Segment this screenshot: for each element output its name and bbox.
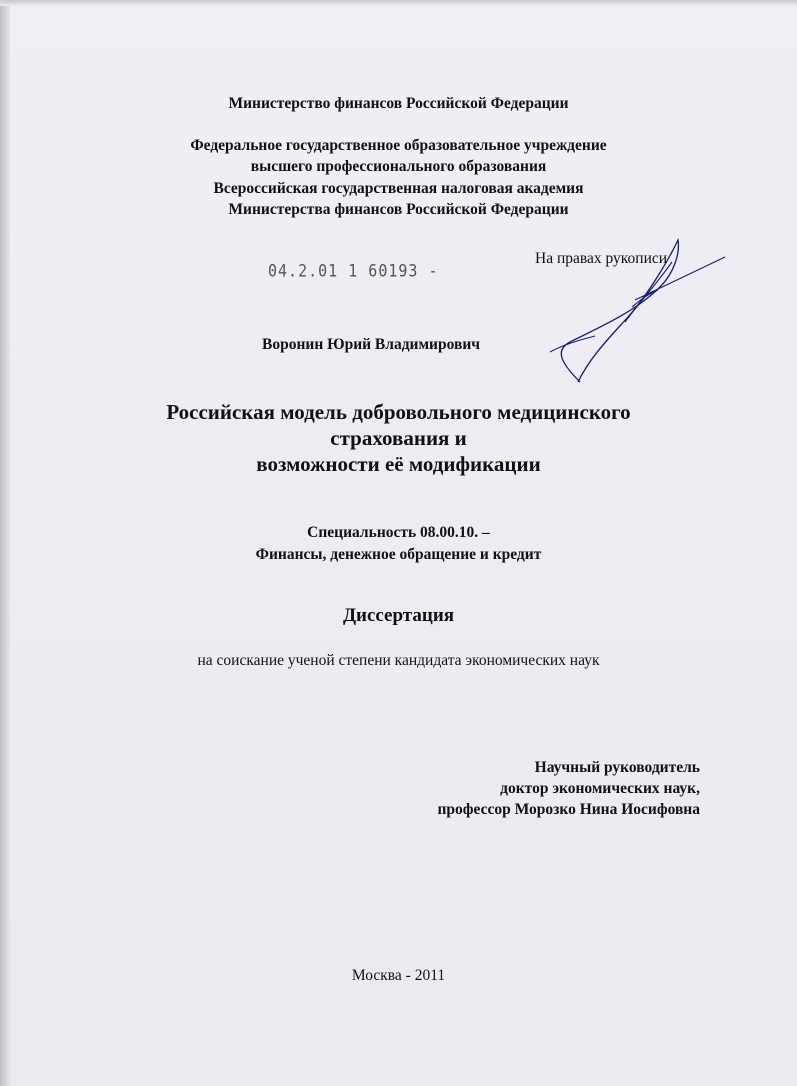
degree-purpose: на соискание ученой степени кандидата экономических наук [197,652,600,669]
specialty-code: Специальность 08.00.10. – [307,524,490,541]
author-name: Воронин Юрий Владимирович [262,336,481,353]
supervisor-label: Научный руководитель [534,759,700,776]
supervisor-name: профессор Морозко Нина Иосифовна [437,801,700,818]
title-line-1: Российская модель добровольного медицинского [166,400,631,424]
title-line-3: возможности её модификации [256,452,541,476]
supervisor-degree: доктор экономических наук, [500,780,700,797]
specialty-name: Финансы, денежное обращение и кредит [255,546,542,563]
institution-line-4: Министерства финансов Российской Федерации [228,201,569,218]
title-line-2: страхования и [330,426,467,450]
city-year: Москва - 2011 [351,967,446,984]
signature-icon [540,232,730,392]
document-type: Диссертация [342,605,455,626]
scan-edge-top [0,0,797,6]
institution-line-2: высшего профессионального образования [250,158,547,175]
institution-line-3: Всероссийская государственная налоговая академия [213,180,584,197]
manuscript-note: На правах рукописи [535,250,668,267]
ministry-heading: Министерство финансов Российской Федерации [228,95,569,112]
institution-line-1: Федеральное государственное образовательное учреждение [190,137,607,154]
registration-stamp: 04.2.01 1 60193 - [268,260,439,282]
